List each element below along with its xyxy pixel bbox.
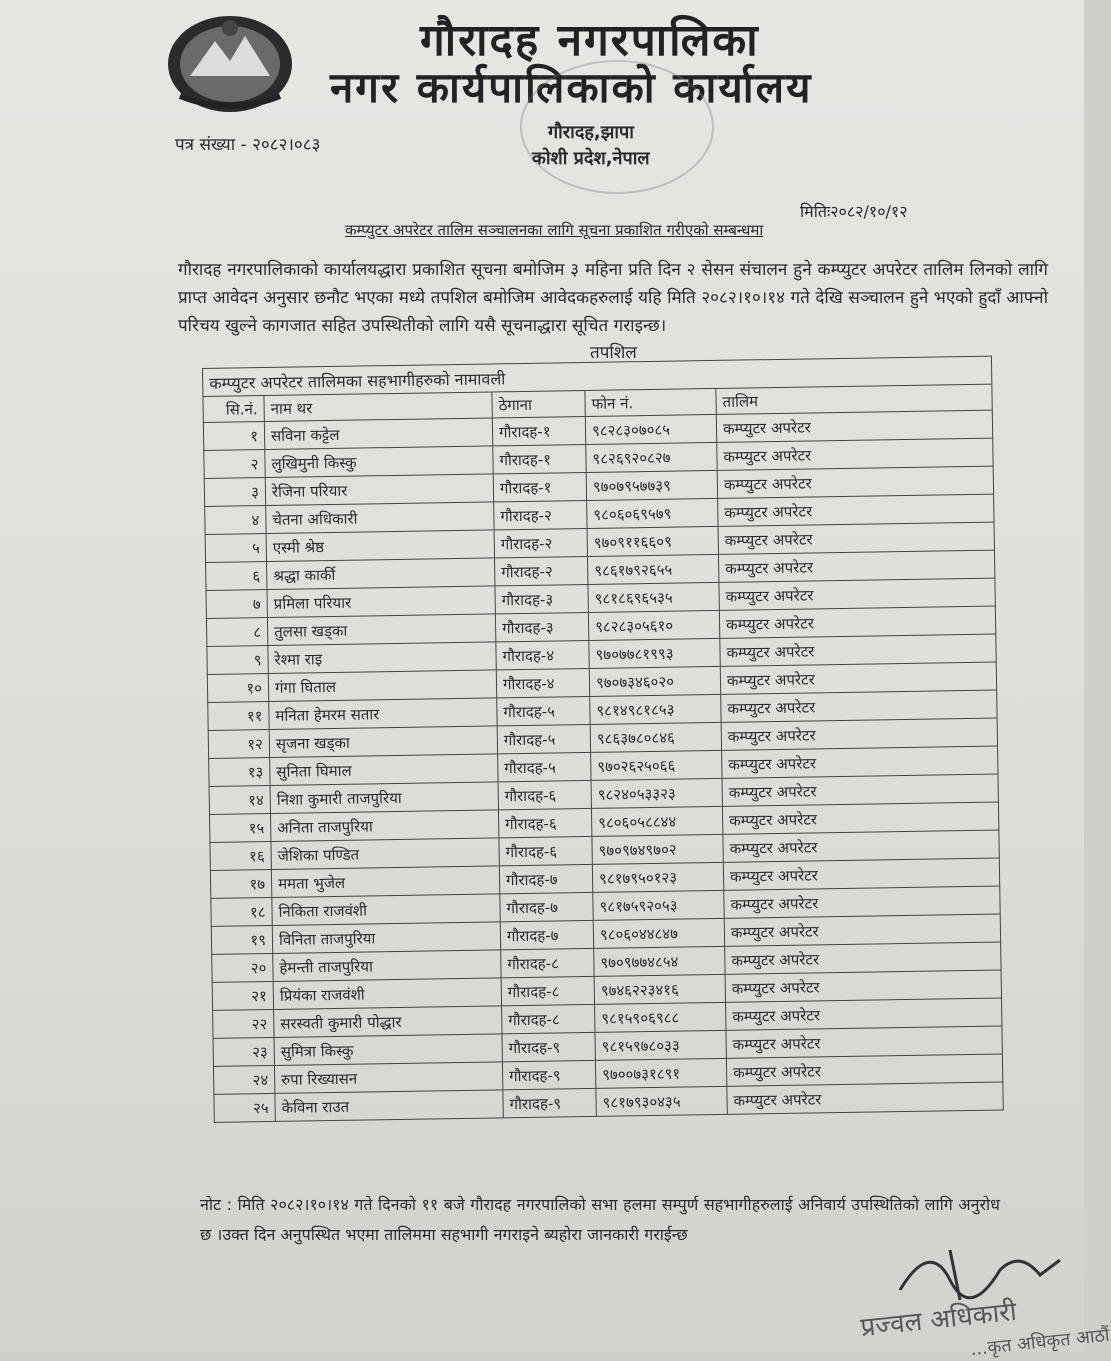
cell-sn: १० xyxy=(207,673,268,702)
cell-phone: ९७०७९५७७३९ xyxy=(586,470,717,500)
cell-training: कम्प्युटर अपरेटर xyxy=(720,662,996,694)
cell-training: कम्प्युटर अपरेटर xyxy=(721,718,997,750)
cell-sn: ७ xyxy=(206,590,267,619)
cell-training: कम्प्युटर अपरेटर xyxy=(721,690,997,722)
cell-phone: ९८२४०५३३२३ xyxy=(591,778,722,808)
cell-name: ममता भुजेल xyxy=(271,866,499,898)
cell-phone: ९८१७९३०४३५ xyxy=(596,1086,727,1116)
cell-training: कम्प्युटर अपरेटर xyxy=(726,1054,1002,1086)
cell-sn: १८ xyxy=(211,897,272,926)
cell-training: कम्प्युटर अपरेटर xyxy=(716,410,992,442)
cell-sn: १४ xyxy=(209,785,270,814)
cell-phone: ९७०९११६६०९ xyxy=(587,526,718,556)
col-header-phone: फोन नं. xyxy=(585,388,716,416)
cell-name: श्रद्धा कार्की xyxy=(267,558,495,590)
cell-phone: ९७०९७७४८५४ xyxy=(594,946,725,976)
cell-sn: २२ xyxy=(213,1009,274,1038)
cell-name: विनिता ताजपुरिया xyxy=(272,922,500,954)
cell-name: एस्मी श्रेष्ठ xyxy=(266,530,494,562)
cell-address: गौरादह-२ xyxy=(494,528,587,557)
cell-sn: २१ xyxy=(212,981,273,1010)
cell-training: कम्प्युटर अपरेटर xyxy=(722,746,998,778)
cell-training: कम्प्युटर अपरेटर xyxy=(725,942,1001,974)
cell-training: कम्प्युटर अपरेटर xyxy=(723,858,999,890)
cell-training: कम्प्युटर अपरेटर xyxy=(723,830,999,862)
cell-name: निशा कुमारी ताजपुरिया xyxy=(270,782,498,814)
cell-sn: २५ xyxy=(214,1093,275,1122)
col-header-name: नाम थर xyxy=(264,392,492,422)
signatory-post: ...कृत अधिकृत आठौं xyxy=(969,1324,1111,1361)
cell-training: कम्प्युटर अपरेटर xyxy=(720,634,996,666)
cell-phone: ९८१७९५०१२३ xyxy=(592,862,723,892)
cell-name: अनिता ताजपुरिया xyxy=(271,810,499,842)
cell-sn: ११ xyxy=(208,701,269,730)
cell-address: गौरादह-२ xyxy=(495,556,588,585)
cell-training: कम्प्युटर अपरेटर xyxy=(717,466,993,498)
cell-phone: ९७०२६२५०६६ xyxy=(591,750,722,780)
cell-name: सुनिता घिमाल xyxy=(270,754,498,786)
col-header-training: तालिम xyxy=(716,384,992,414)
cell-address: गौरादह-४ xyxy=(496,640,589,669)
cell-name: रुपा रिख्यासन xyxy=(274,1062,502,1094)
cell-name: सविना कट्टेल xyxy=(264,418,492,450)
cell-sn: २० xyxy=(212,953,273,982)
cell-training: कम्प्युटर अपरेटर xyxy=(718,522,994,554)
tapasil-label: तपशिल xyxy=(590,343,637,363)
cell-sn: ५ xyxy=(205,534,266,563)
cell-address: गौरादह-७ xyxy=(499,864,592,893)
cell-address: गौरादह-३ xyxy=(495,584,588,613)
cell-training: कम्प्युटर अपरेटर xyxy=(724,886,1000,918)
cell-training: कम्प्युटर अपरेटर xyxy=(718,494,994,526)
cell-address: गौरादह-३ xyxy=(495,612,588,641)
cell-address: गौरादह-६ xyxy=(498,808,591,837)
cell-phone: ९७४६२२३४१६ xyxy=(594,974,725,1004)
cell-sn: ३ xyxy=(204,478,265,507)
table-caption: कम्प्युटर अपरेटर तालिमका सहभागीहरुको नामावली xyxy=(203,356,992,396)
cell-name: तुलसा खड्का xyxy=(267,614,495,646)
cell-name: सरस्वती कुमारी पोद्धार xyxy=(274,1006,502,1038)
cell-sn: २४ xyxy=(213,1065,274,1094)
cell-training: कम्प्युटर अपरेटर xyxy=(718,550,994,582)
cell-phone: ९७०७३४६०२० xyxy=(589,666,720,696)
office-title: नगर कार्यपालिकाको कार्यालय xyxy=(330,63,813,112)
cell-phone: ९७००७३१८९१ xyxy=(595,1058,726,1088)
cell-name: निकिता राजवंशी xyxy=(272,894,500,926)
cell-address: गौरादह-८ xyxy=(501,976,594,1005)
cell-name: हेमन्ती ताजपुरिया xyxy=(273,950,501,982)
cell-phone: ९८२८३०५६१० xyxy=(588,610,719,640)
cell-sn: १२ xyxy=(208,729,269,758)
col-header-address: ठेगाना xyxy=(492,390,585,417)
cell-phone: ९८०६०४४८४७ xyxy=(593,918,724,948)
cell-sn: २ xyxy=(204,450,265,479)
cell-name: लुखिमुनी किस्कु xyxy=(265,446,493,478)
address-line-2: कोशी प्रदेश,नेपाल xyxy=(532,148,650,169)
cell-sn: ९ xyxy=(207,645,268,674)
cell-address: गौरादह-१ xyxy=(492,416,585,445)
cell-training: कम्प्युटर अपरेटर xyxy=(726,998,1002,1030)
cell-address: गौरादह-८ xyxy=(502,1004,595,1033)
cell-sn: १६ xyxy=(210,841,271,870)
cell-sn: ४ xyxy=(205,506,266,535)
cell-name: रेश्मा राइ xyxy=(268,642,496,674)
participants-table xyxy=(202,356,1004,1123)
cell-phone: ९८२८३०७०८५ xyxy=(585,414,716,444)
cell-phone: ९७०९७४९७०२ xyxy=(592,834,723,864)
cell-address: गौरादह-६ xyxy=(498,780,591,809)
cell-phone: ९८६१७९२६५५ xyxy=(588,554,719,584)
cell-address: गौरादह-२ xyxy=(494,500,587,529)
letter-subject: कम्प्युटर अपरेटर तालिम सञ्चालनका लागि सूचना प्रकाशित गरीएको सम्बन्धमा xyxy=(345,221,764,239)
cell-sn: ६ xyxy=(206,562,267,591)
cell-training: कम्प्युटर अपरेटर xyxy=(717,438,993,470)
cell-name: केविना राउत xyxy=(275,1090,503,1122)
cell-training: कम्प्युटर अपरेटर xyxy=(725,970,1001,1002)
cell-name: जेशिका पण्डित xyxy=(271,838,499,870)
cell-phone: ९८१५९७८०३३ xyxy=(595,1030,726,1060)
cell-address: गौरादह-७ xyxy=(500,920,593,949)
cell-address: गौरादह-९ xyxy=(503,1088,596,1117)
cell-address: गौरादह-८ xyxy=(501,948,594,977)
cell-sn: ८ xyxy=(206,618,267,647)
cell-sn: १९ xyxy=(211,925,272,954)
col-header-sn: सि.नं. xyxy=(203,396,264,423)
cell-training: कम्प्युटर अपरेटर xyxy=(719,606,995,638)
cell-address: गौरादह-६ xyxy=(499,836,592,865)
cell-name: प्रियंका राजवंशी xyxy=(273,978,501,1010)
letter-number: पत्र संख्या - २०८२।०८३ xyxy=(175,135,321,155)
cell-training: कम्प्युटर अपरेटर xyxy=(726,1026,1002,1058)
cell-phone: ९७०७७८१९९३ xyxy=(589,638,720,668)
cell-name: मनिता हेमरम सतार xyxy=(269,698,497,730)
cell-address: गौरादह-५ xyxy=(498,752,591,781)
cell-phone: ९८१५९०६९८८ xyxy=(595,1002,726,1032)
cell-phone: ९८१४९८१८५३ xyxy=(590,694,721,724)
cell-name: सुमित्रा किस्कु xyxy=(274,1034,502,1066)
cell-name: प्रमिला परियार xyxy=(267,586,495,618)
cell-phone: ९८०६०५८८४४ xyxy=(591,806,722,836)
cell-training: कम्प्युटर अपरेटर xyxy=(724,914,1000,946)
signatory-name: प्रज्वल अधिकारी xyxy=(859,1296,1019,1344)
cell-phone: ९८२६९२०८२७ xyxy=(586,442,717,472)
cell-name: चेतना अधिकारी xyxy=(266,502,494,534)
cell-sn: १५ xyxy=(210,813,271,842)
cell-address: गौरादह-७ xyxy=(500,892,593,921)
notice-note: नोट : मिति २०८२।१०।१४ गते दिनको ११ बजे गौरादह नगरपालिको सभा हलमा सम्पुर्ण सहभागीहरुलाई अनिवार्य उपस्थितिको लागि अनुरोध छ ।उक्त दिन अनुपस्थित भएमा तालिममा सहभागी नगराइने ब्यहोरा जानकारी गराईन्छ xyxy=(200,1195,1000,1244)
cell-phone: ९८६३७८०८४६ xyxy=(590,722,721,752)
cell-address: गौरादह-९ xyxy=(502,1032,595,1061)
cell-address: गौरादह-९ xyxy=(502,1060,595,1089)
cell-sn: २३ xyxy=(213,1037,274,1066)
letter-body: गौरादह नगरपालिकाको कार्यालयद्धारा प्रकाशित सूचना बमोजिम ३ महिना प्रति दिन २ सेसन संचालन हुने कम्प्युटर अपरेटर तालिम लिनको लागि प्राप्त आवेदन अनुसार छनौट भएका मध्ये तपशिल बमोजिम आवेदकहरुलाई यहि मिति २०८२।१०।१४ गते देखि सञ्चालन हुने भएको हुदाँ आफ्नो परिचय खुल्ने कागजात सहित उपस्थितीको लागि यसै सूचनाद्धारा सूचित गराइन्छ। xyxy=(178,260,1048,336)
table-body xyxy=(203,410,1003,1122)
cell-training: कम्प्युटर अपरेटर xyxy=(719,578,995,610)
cell-training: कम्प्युटर अपरेटर xyxy=(722,774,998,806)
cell-sn: १७ xyxy=(210,869,271,898)
cell-address: गौरादह-५ xyxy=(497,724,590,753)
cell-address: गौरादह-५ xyxy=(497,696,590,725)
cell-training: कम्प्युटर अपरेटर xyxy=(722,802,998,834)
cell-name: गंगा घिताल xyxy=(268,670,496,702)
cell-address: गौरादह-१ xyxy=(493,472,586,501)
cell-name: रेजिना परियार xyxy=(265,474,493,506)
cell-name: सृजना खड्का xyxy=(269,726,497,758)
letter-date: मितिः२०८२/१०/१२ xyxy=(800,202,908,221)
cell-address: गौरादह-४ xyxy=(496,668,589,697)
cell-sn: १३ xyxy=(209,757,270,786)
address-line-1: गौरादह,झापा xyxy=(548,122,634,143)
cell-sn: १ xyxy=(203,422,264,451)
nepal-emblem-icon xyxy=(160,6,300,116)
cell-phone: ९८१८६९६५३५ xyxy=(588,582,719,612)
cell-phone: ९८१७५९२०५३ xyxy=(593,890,724,920)
cell-phone: ९८०६०६९५७९ xyxy=(587,498,718,528)
municipality-title: गौरादह नगरपालिका xyxy=(420,15,760,66)
cell-training: कम्प्युटर अपरेटर xyxy=(727,1082,1003,1114)
cell-address: गौरादह-१ xyxy=(493,444,586,473)
